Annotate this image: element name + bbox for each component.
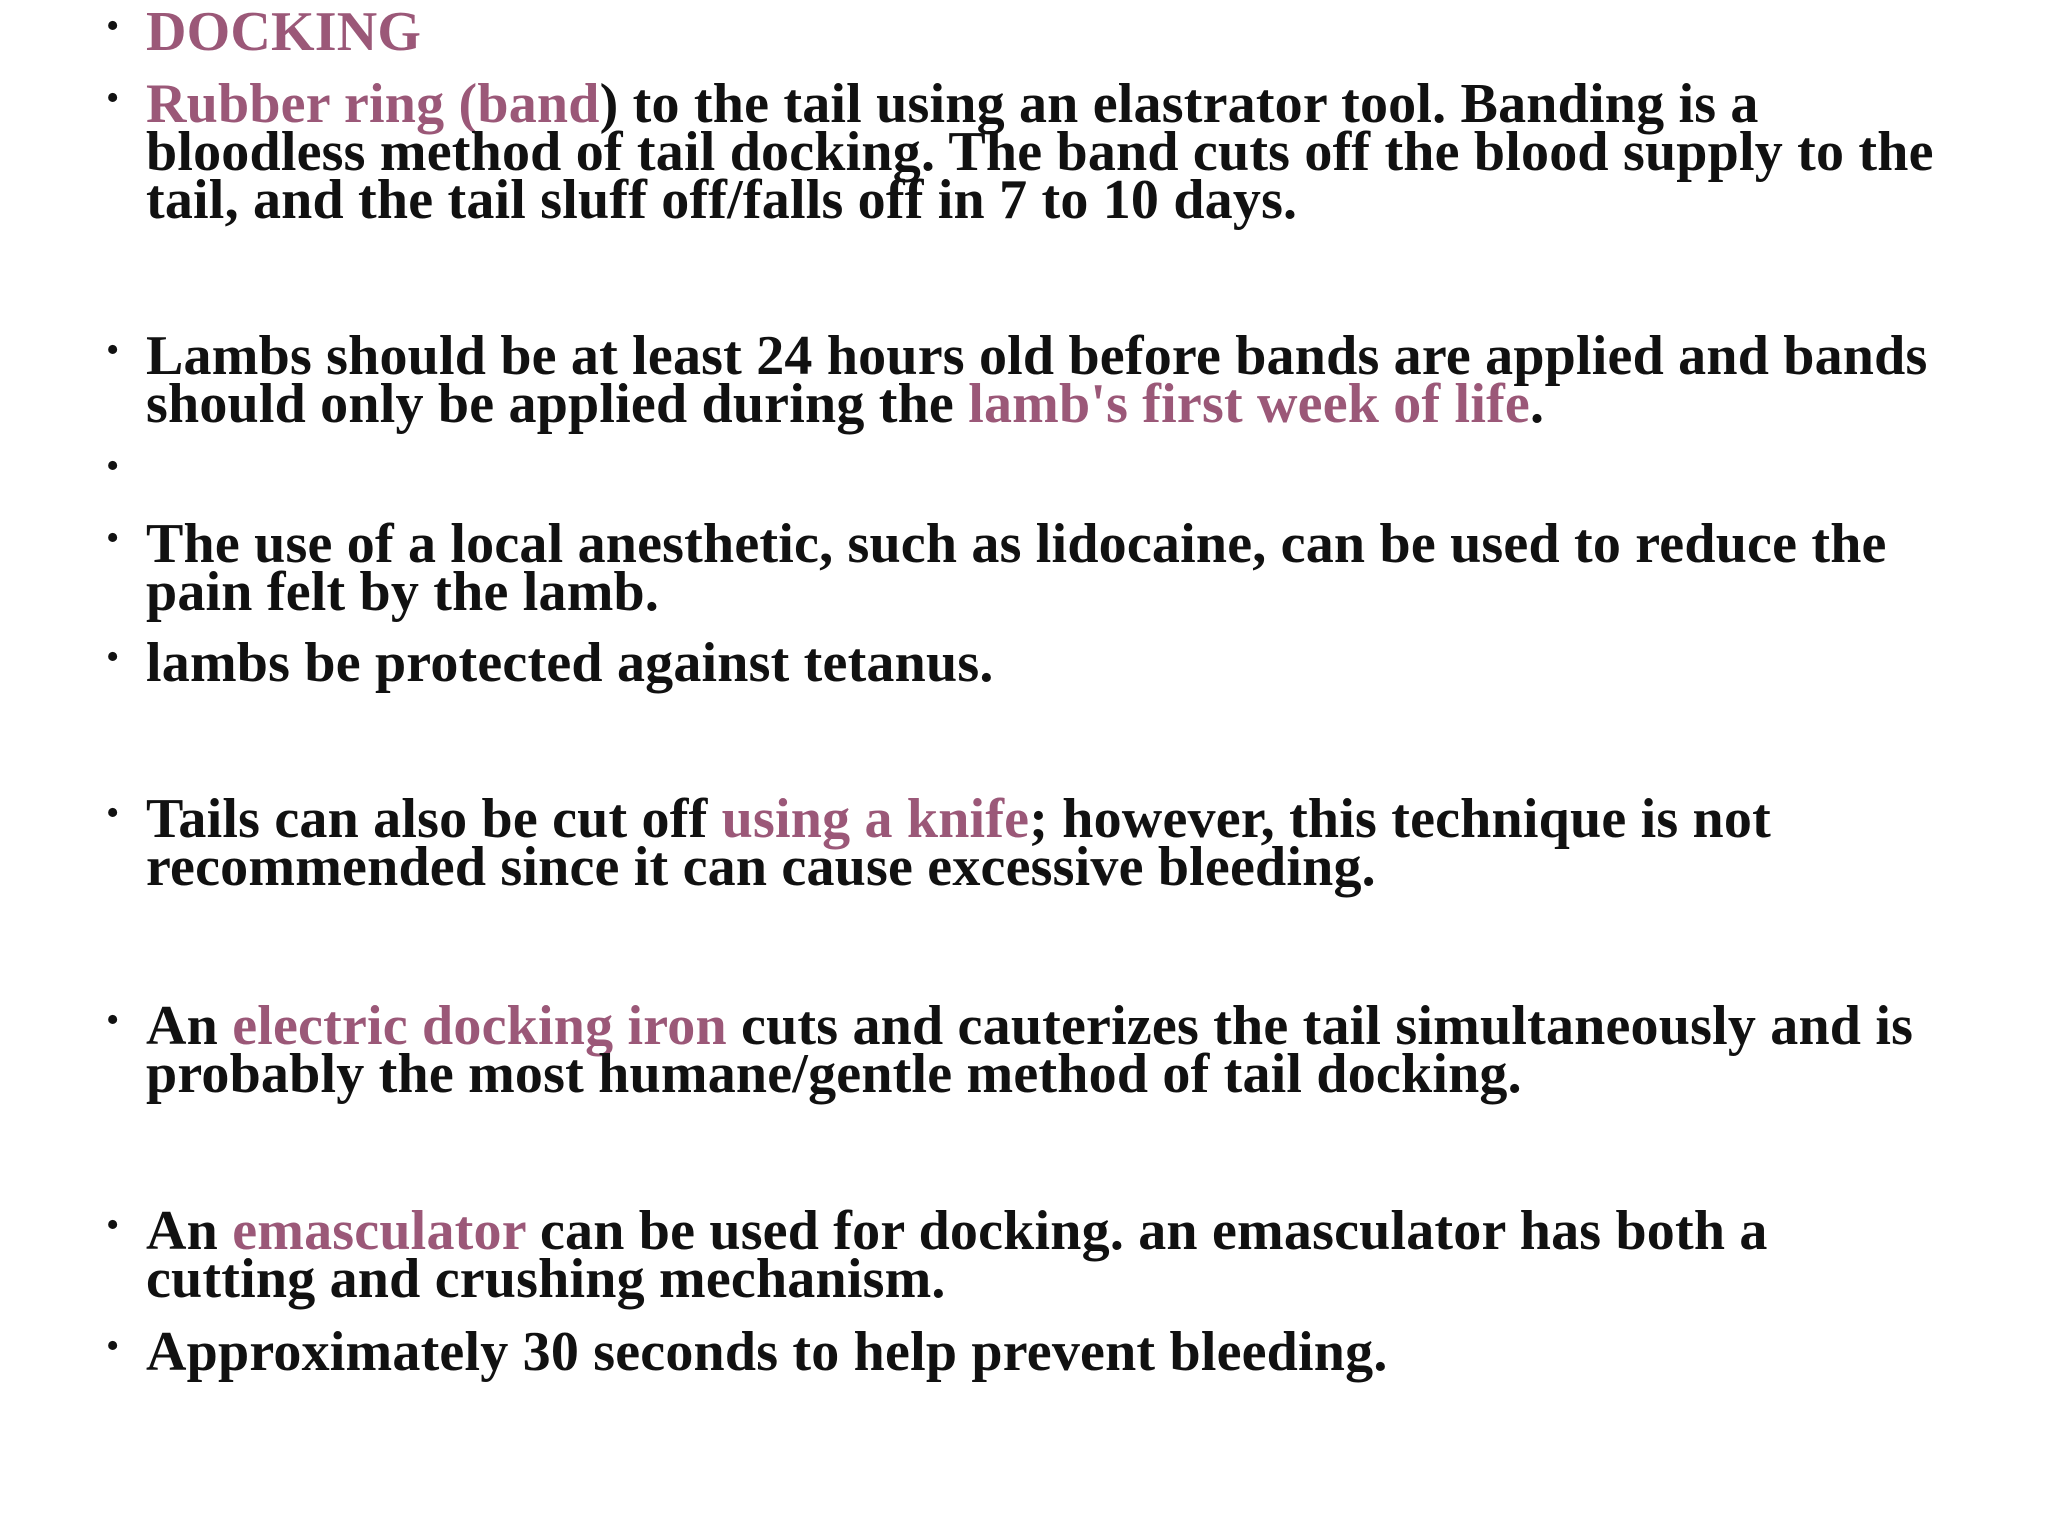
lamb-first-week-term: lamb's first week of life	[968, 373, 1530, 435]
bullet-knife	[146, 788, 1946, 898]
bullet-rubber-ring	[146, 73, 1946, 231]
bullet-bleeding	[146, 1321, 1946, 1383]
docking-iron-text-before: An	[146, 995, 233, 1057]
docking-iron-term: electric docking iron	[232, 995, 727, 1057]
rubber-ring-text: ) to the tail using an elastrator tool. Banding is a bloodless method of tail docking. The band cuts off the blood supply to the tail, and the tail sluff off/falls off in 7 to 10 days.	[146, 73, 1934, 231]
bullet-tetanus	[146, 632, 1946, 694]
docking-heading: DOCKING	[146, 1, 422, 63]
lamb-age-text-after: .	[1529, 373, 1545, 435]
rubber-ring-term: Rubber ring (band	[146, 73, 600, 135]
emasculator-text-after: can be used for docking. an emasculator has both a cutting and crushing mechanism.	[146, 1200, 1768, 1310]
bullet-docking-heading	[146, 1, 1946, 63]
bullet-docking-iron	[146, 995, 1946, 1105]
knife-term: using a knife	[721, 788, 1030, 850]
emasculator-text-before: An	[146, 1200, 233, 1262]
bleeding-text: Approximately 30 seconds to help prevent bleeding.	[146, 1321, 1388, 1383]
knife-text-after: ; however, this technique is not recommended since it can cause excessive bleeding.	[146, 788, 1771, 898]
bullet-anesthetic	[146, 513, 1946, 623]
emasculator-term: emasculator	[232, 1200, 526, 1262]
tetanus-text: lambs be protected against tetanus.	[146, 632, 994, 694]
lamb-age-text-before: Lambs should be at least 24 hours old before bands are applied and bands should only be applied during the	[146, 325, 1928, 435]
docking-iron-text-after: cuts and cauterizes the tail simultaneously and is probably the most humane/gentle method of tail docking.	[146, 995, 1914, 1105]
bullet-emasculator	[146, 1200, 1946, 1310]
anesthetic-text: The use of a local anesthetic, such as lidocaine, can be used to reduce the pain felt by the lamb.	[146, 513, 1887, 623]
bullet-lamb-age	[146, 325, 1946, 435]
knife-text-before: Tails can also be cut off	[146, 788, 722, 850]
